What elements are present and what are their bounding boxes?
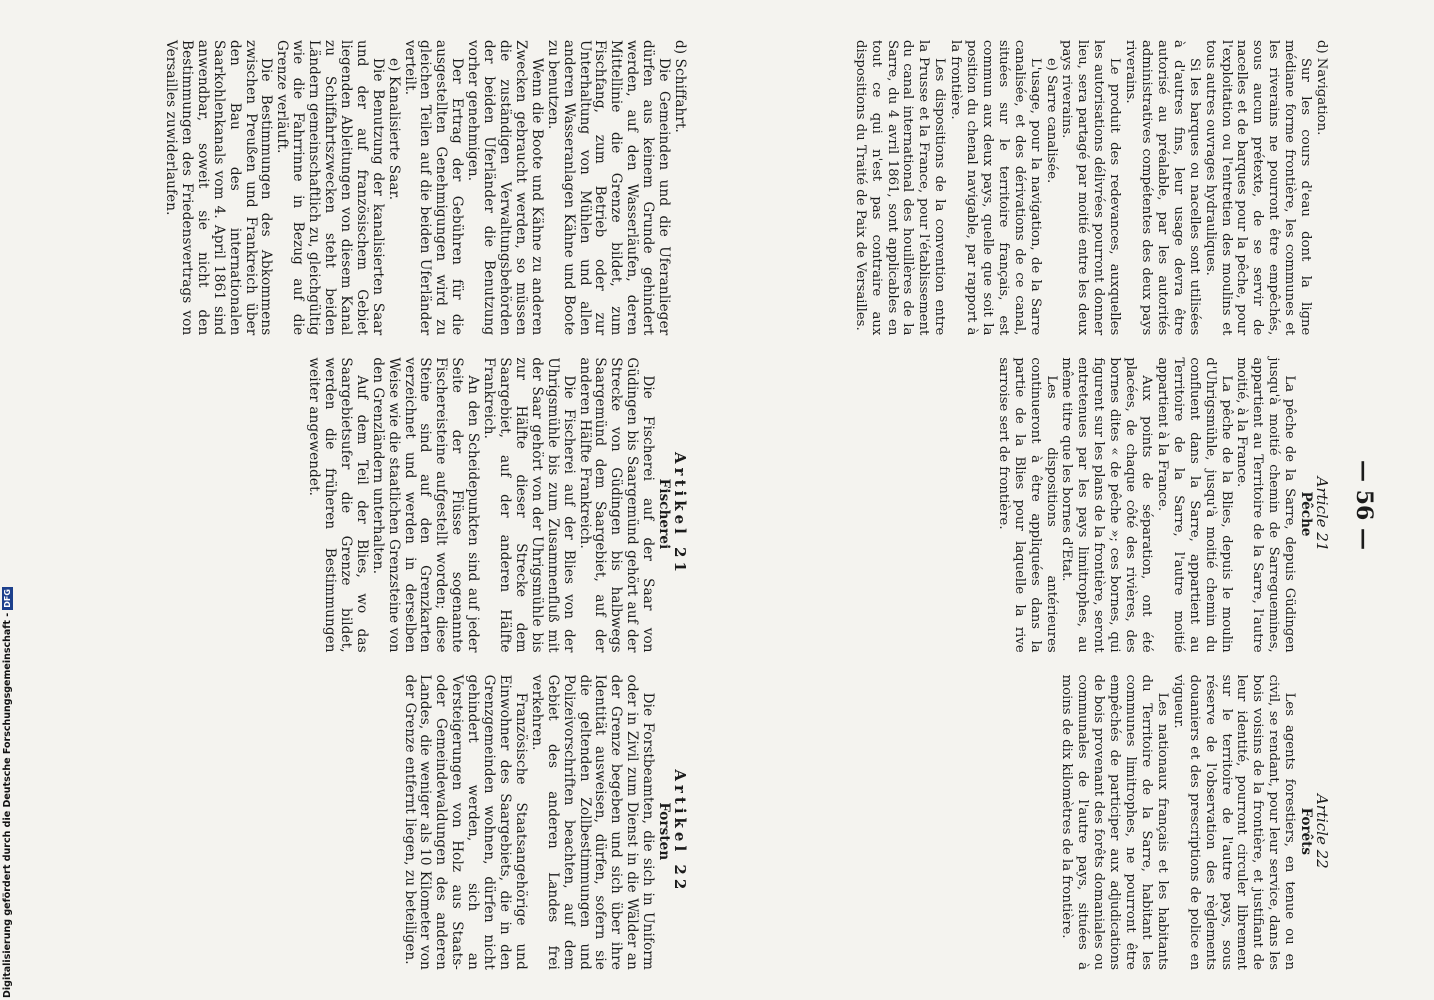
paragraph: Die Gemeinden und die Uferanlieger dürfen aus keinem Grunde gehindert werden, auf den Wasserläufen, deren Mittellinie die Grenze bildet, zum Fischfang, zum Betrieb oder zur Unterhaltung von Mühlen und allen anderen Wasseranlagen Kähne und Boote zu benutzen. [544,40,673,336]
paragraph: An den Scheidepunkten sind auf jeder Seite der Flüsse sogenannte Fischereisteine aufgestellt worden; diese Steine sind auf den Grenzkarten verzeichnet und werden in derselben Weise wie die staatlichen Grenzsteine von den Grenzländern unterhalten. [369,357,482,653]
dfg-logo: DFG [3,589,12,608]
paragraph: Französische Staatsangehörige und Einwohner des Saargebiets, die in den Grenzgemeinden wohnen, dürfen nicht gehindert werden, sich an Versteigerungen von Holz aus Staats- oder Gemeindewaldungen des anderen Landes, die weniger als 10 Kilometer von der Grenze entfernt liegen, zu beteiligen. [401,674,529,970]
page-number: — 56 — [1351,460,1377,550]
de-article-21-title: Artikel 21 [671,452,689,576]
de-article-21-body [305,357,655,652]
document-page [107,30,1377,980]
fr-column-2 [729,357,1329,652]
de-article-21-subtitle: Fischerei [656,478,673,550]
paragraph: Die Fischerei auf der Saar von Güdingen bis Saargemünd gehört auf der Strecke von Güdingen bis halbwegs Saargemünd dem Saargebiet, auf der anderen Hälfte Frankreich. [576,357,657,653]
paragraph: Si les barques ou nacelles sont utilisées à d'autres fins, leur usage devra être autorisé au préalable, par les autorités administratives compétentes des deux pays riverains. [1123,40,1202,336]
paragraph: Wenn die Boote und Kähne zu anderen Zwecken gebraucht werden, so müssen die zuständigen Verwaltungsbehörden der beiden Uferländer die Benutzung vorher genehmigen. [465,40,545,336]
de-column-2 [87,357,687,652]
paragraph: Les dispositions de la convention entre la Prusse et la France, pour l'établissement du canal international des houillères de la Sarre, du 4 avril 1861, sont applicables en tout ce qui n'est pas contraire aux dispositions du Traité de Paix de Versailles. [852,40,948,336]
credit-text: Digitalisierung gefördert durch die Deutsche Forschungsgemeinschaft - [2,612,13,998]
paragraph: Les dispositions antérieures continueront à être appliquées dans la partie de la Blies pour laquelle la rive sarroise sert de frontière. [995,357,1059,653]
paragraph: e) Kanalisierte Saar. [385,58,402,201]
paragraph: d) Navigation. [1314,40,1329,136]
fr-article-22-body [1059,675,1298,970]
paragraph: Aux points de séparation, ont été placées, de chaque côté des rivières, des bornes dites « de pêche »; ces bornes, qui figurent sur les plans de la frontière, seront entretenues par les pays limitrophes, au même titre que les bornes d'Etat. [1059,357,1155,653]
paragraph: Die Benutzung der kanalisierten Saar und der auf französischem Gebiet liegenden Ableitungen von diesem Kanal zu Schiffahrtszwecken steht beiden Ländern gemeinschaftlich zu, gleichgültig wie die Fahrrinne in Bezug auf die Grenze verläuft. [274,40,386,336]
paragraph: Die Forstbeamten, die sich in Uniform oder in Zivil zum Dienst in die Wälder an der Grenze begeben und sich über ihre Identität ausweisen, dürfen, sofern sie die geltenden Zollbestimmungen und Polizeivorschriften beachten, auf dem Gebiet des anderen Landes frei verkehren. [528,674,657,970]
paragraph: Le produit des redevances, auxquelles les autorisations délivrées pourront donner lieu, sera partagé par moitié entre les deux pays riverains. [1059,40,1123,336]
de-article-22-subtitle: Forsten [656,802,673,861]
paragraph: La pêche de la Sarre, depuis Güdingen jusqu'à moitié chemin de Sarreguemines, appartient au Territoire de la Sarre, l'autre moitié, à la France. [1234,357,1298,653]
paragraph: Die Bestimmungen des Abkommens zwischen Preußen und Frankreich über den Bau des internationalen Saarkohlenkanals vom 4. April 1861 sind anwendbar, soweit sie nicht den Bestimmungen des Friedensvertrags von Versailles zuwiderlaufen. [163,40,275,336]
digitization-credit [2,587,13,998]
paragraph: d) Schiffahrt. [672,40,688,133]
paragraph: e) Sarre canalisée. [1043,58,1059,184]
de-column-1 [87,40,687,335]
fr-article-22-title: Article 22 [1313,793,1331,869]
fr-article-22-subtitle: Forêts [1298,807,1315,856]
fr-column-3 [729,675,1329,970]
de-article-22-title: Artikel 22 [671,769,689,894]
paragraph: Der Ertrag der Gebühren für die ausgestellten Genehmigungen wird zu gleichen Teilen auf die beiden Uferländer verteilt. [401,40,466,336]
paragraph: Die Fischerei auf der Blies von der Uhrigsmühle bis zum Zusammenfluß mit der Saar gehört von der Uhrigsmühle bis zur Hälfte dieser Strecke dem Saargebiet, auf der anderen Hälfte Frankreich. [481,357,577,653]
paragraph: Les agents forestiers, en tenue ou en civil, se rendant, pour leur service, dans les bois voisins de la frontière, et justifiant de leur identité, pourront circuler librement sur le territoire de l'autre pays, sous réserve de l'observation des règlements douaniers et des prescriptions de police en vigueur. [1170,674,1298,970]
german-text-section [87,40,687,970]
de-article-22-body [401,675,656,970]
de-column-3 [87,675,687,970]
french-text-section [729,40,1329,970]
paragraph: Auf dem Teil der Blies, wo das Saargebietsufer die Grenze bildet, werden die früheren Bestimmungen weiter angewendet. [306,357,370,653]
paragraph: La pêche de la Blies, depuis le moulin d'Uhrigsmühle, jusqu'à moitié chemin du confluent dans la Sarre, appartient au Territoire de la Sarre, l'autre moitié appartient à la France. [1154,357,1234,653]
paragraph: Les nationaux français et les habitants du Territoire de la Sarre, habitant les communes limitrophes, ne pourront être empêchés de participer aux adjudications de bois provenant des forêts domaniales ou communales de l'autre pays, situées à moins de dix kilomètres de la frontière. [1059,674,1170,970]
paragraph: Sur les cours d'eau dont la ligne médiane forme frontière, les communes et les riverains ne pourront être empêchés, sous aucun prétexte, de se servir de nacelles et de barques pour la pêche, pour l'exploitation ou l'entretien des moulins et tous autres ouvrages hydrauliques. [1202,40,1314,336]
fr-article-21-subtitle: Pêche [1298,491,1315,537]
fr-column-1 [729,40,1329,335]
paragraph: L'usage, pour la navigation, de la Sarre canalisée, et des dérivations de ce canal, situées sur le territoire français, est commun aux deux pays, quelle que soit la position du chenal navigable, par rapport à la frontière. [948,40,1043,336]
fr-article-21-body [995,357,1297,652]
fr-article-21-title: Article 21 [1313,476,1331,552]
